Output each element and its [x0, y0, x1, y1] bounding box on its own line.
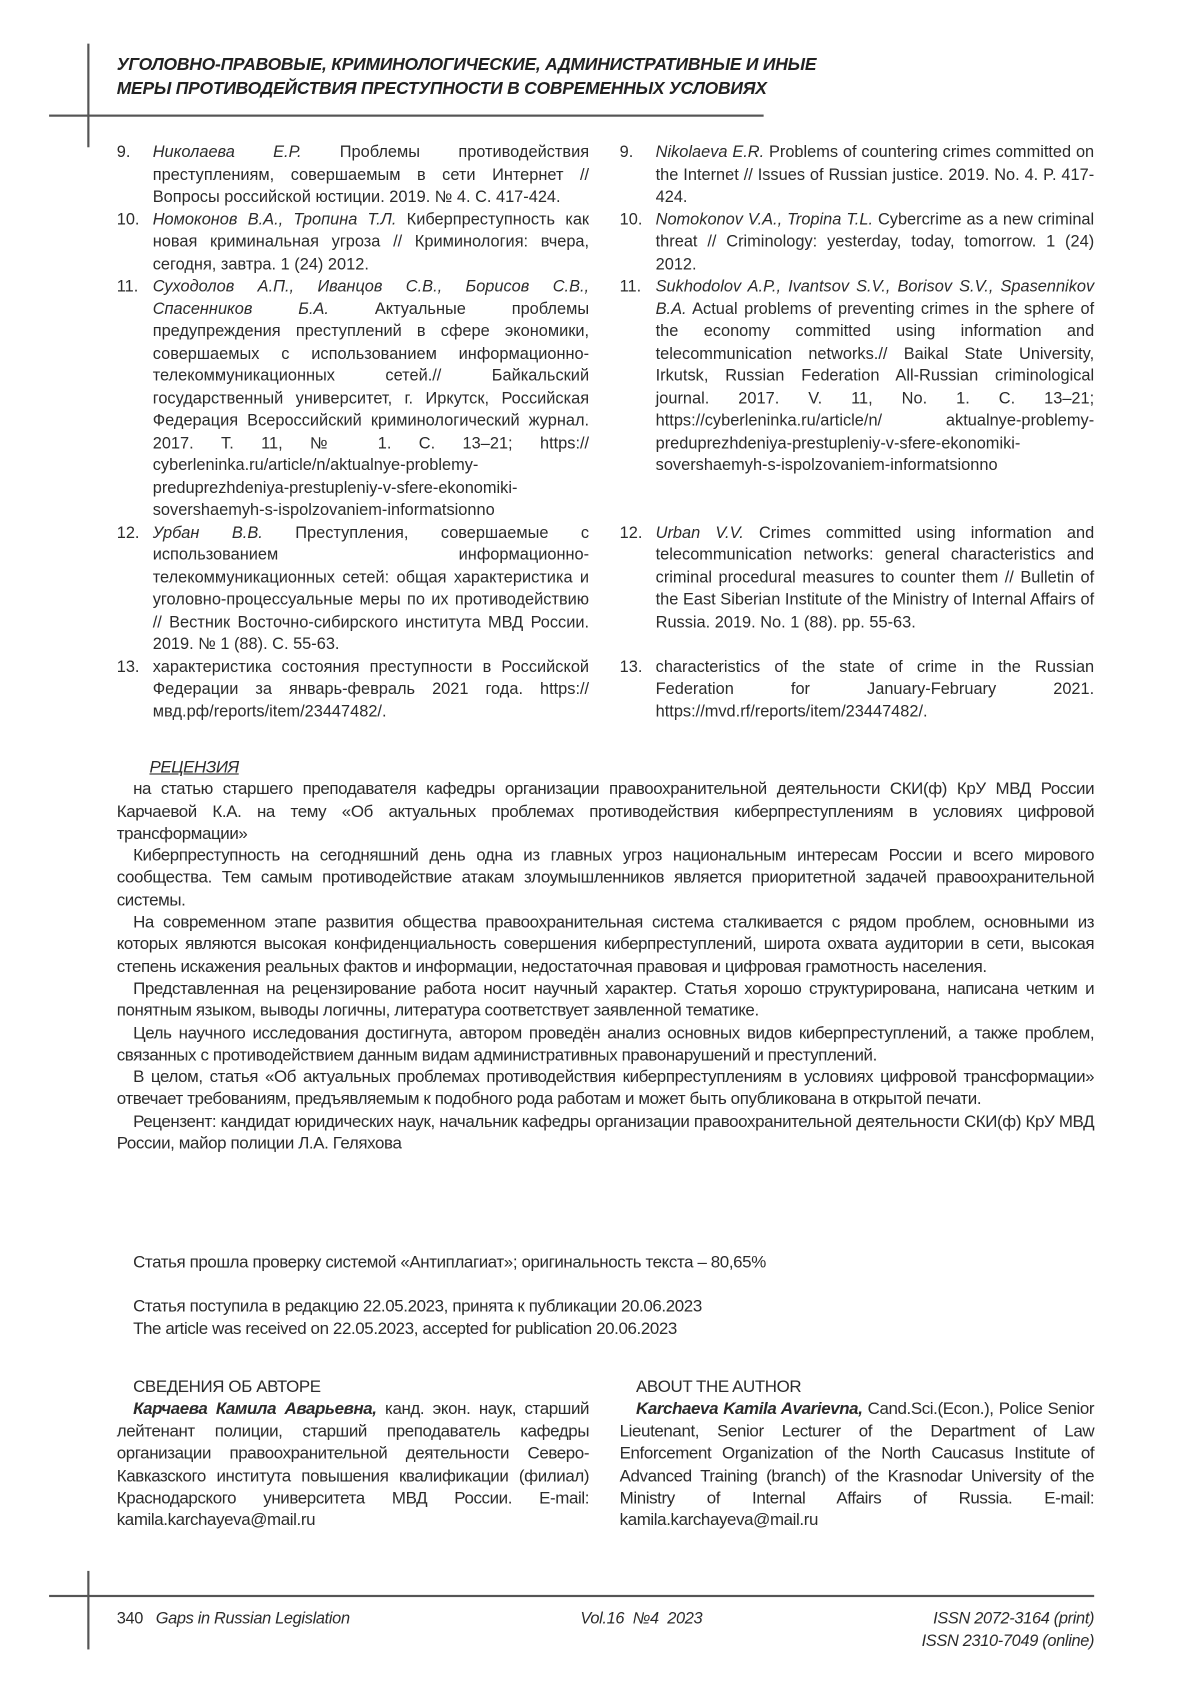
reference-number: 12.	[117, 522, 153, 656]
reference-author: Суходолов А.П., Иванцов С.В., Борисов С.В., Спасенников Б.А.	[153, 277, 589, 318]
reference-text	[153, 522, 589, 656]
reference-number: 9.	[620, 142, 656, 209]
reference-title: Crimes committed using information and telecommunication networks: general characteristics and criminal procedural measures to counter them // Bulletin of the East Siberian Institute of the Ministry of Internal Affairs of Russia. 2019. No. 1 (88). pp. 55-63.	[656, 523, 1095, 631]
issue-info: Vol.16 №4 2023	[580, 1607, 702, 1630]
reference-item-en	[620, 656, 1095, 723]
reference-title: Проблемы противодействия преступлениям, совершаемым в сети Интернет // Вопросы российской юстиции. 2019. № 4. С. 417-424.	[153, 143, 589, 206]
issn-block	[922, 1607, 1095, 1653]
reference-title: Актуальные проблемы предупреждения преступлений в сфере экономики, совершаемых с использованием информационно-телекоммуникационных сетей.// Байкальский государственный университет, г. Иркутск, Российская Федерация Всероссийский криминологический журнал. 2017. Т. 11, № 1. С. 13–21; https:// cyberleninka.ru/article/n/aktualnye-problemy-preduprezhdeniya-prestupleniy-v-sfere-ekonomiki-sovershaemyh-s-ispolzovaniem-informatsionno	[153, 299, 589, 519]
issn-print: ISSN 2072-3164 (print)	[922, 1607, 1095, 1630]
reference-text	[153, 209, 589, 276]
author-details-ru: канд. экон. наук, старший лейтенант полиции, старший преподаватель кафедры организации правоохранительной деятельности Северо-Кавказского института повышения квалификации (филиал) Краснодарского университета МВД России. E-mail: kamila.karchayeva@mail.ru	[117, 1400, 589, 1530]
dates-en: The article was received on 22.05.2023, accepted for publication 20.06.2023	[133, 1318, 677, 1341]
issn-online: ISSN 2310-7049 (online)	[922, 1630, 1095, 1653]
review-section	[117, 757, 1094, 1156]
references	[117, 142, 1094, 723]
reference-title: характеристика состояния преступности в Российской Федерации за январь-февраль 2021 года. https://мвд.рф/reports/item/23447482/.	[153, 657, 589, 720]
journal-name: Gaps in Russian Legislation	[156, 1609, 350, 1628]
review-paragraph: на статью старшего преподавателя кафедры организации правоохранительной деятельности СКИ(ф) КрУ МВД России Карчаевой К.А. на тему «Об актуальных проблемах противодействия киберпреступлениям в условиях цифровой трансформации»	[117, 779, 1094, 845]
reference-item-en	[620, 522, 1095, 656]
reference-text	[153, 142, 589, 209]
review-paragraph: Цель научного исследования достигнута, автором проведён анализ основных видов киберпреступлений, а также проблем, связанных с противодействием данным видам административных правонарушений и преступлений.	[117, 1023, 1094, 1067]
reference-item-en	[620, 276, 1095, 522]
review-title: РЕЦЕНЗИЯ	[149, 757, 1094, 779]
reference-item-ru	[117, 276, 589, 522]
reference-author: Sukhodolov A.P., Ivantsov S.V., Borisov S.V., Spasennikov B.A.	[656, 277, 1095, 318]
reference-author: Urban V.V.	[656, 523, 744, 542]
author-details-en: Cand.Sci.(Econ.), Police Senior Lieutenant, Senior Lecturer of the Department of Law Enforcement Organization of the North Caucasus Institute of Advanced Training (branch) of the Krasnodar University of the Ministry of Internal Affairs of Russia. E-mail: kamila.karchayeva@mail.ru	[620, 1400, 1095, 1530]
reference-text	[656, 522, 1095, 656]
reference-item-en	[620, 209, 1095, 276]
reference-text	[656, 142, 1095, 209]
reference-number: 10.	[620, 209, 656, 276]
reference-title: Cybercrime as a new criminal threat // Criminology: yesterday, today, tomorrow. 1 (24) 2012.	[656, 210, 1095, 273]
running-header	[117, 53, 817, 101]
review-paragraph: Представленная на рецензирование работа носит научный характер. Статья хорошо структурирована, написана четким и понятным языком, выводы логичны, литература соответствует заявленной тематике.	[117, 979, 1094, 1023]
reference-number: 10.	[117, 209, 153, 276]
reference-text	[656, 656, 1095, 723]
reference-author: Номоконов В.А., Тропина Т.Л.	[153, 210, 397, 229]
header-vertical-rule	[87, 44, 89, 148]
review-paragraph: В целом, статья «Об актуальных проблемах противодействия киберпреступлениям в условиях цифровой трансформации» отвечает требованиям, предъявляемым к подобного рода работам и может быть опубликована в открытой печати.	[117, 1067, 1094, 1111]
author-name-en: Karchaeva Kamila Avarievna,	[636, 1400, 863, 1419]
reference-item-en	[620, 142, 1095, 209]
reference-number: 11.	[620, 276, 656, 522]
reviewer-paragraph: Рецензент: кандидат юридических наук, начальник кафедры организации правоохранительной деятельности СКИ(ф) КрУ МВД России, майор полиции Л.А. Геляхова	[117, 1111, 1094, 1155]
reference-text	[656, 276, 1095, 522]
header-horizontal-rule	[49, 115, 764, 117]
reference-title: Actual problems of preventing crimes in the sphere of the economy committed using information and telecommunication networks.// Baikal State University, Irkutsk, Russian Federation All-Russian criminological journal. 2017. V. 11, No. 1. C. 13–21; https://cyberleninka.ru/article/n/ aktualnye-problemy-preduprezhdeniya-prestupleniy-v-sfere-ekonomiki-sovershaemyh-s-ispolzovaniem-informatsionno	[656, 299, 1095, 474]
reference-number: 9.	[117, 142, 153, 209]
reference-title: Киберпреступность как новая криминальная угроза // Криминология: вчера, сегодня, завтра. 1 (24) 2012.	[153, 210, 589, 273]
reference-title: Преступления, совершаемые с использованием информационно-телекоммуникационных сетей: общая характеристика и уголовно-процессуальные меры по их противодействию // Вестник Восточно-сибирского института МВД России. 2019. № 1 (88). С. 55-63.	[153, 523, 589, 653]
reference-author: Nikolaeva E.R.	[656, 143, 765, 162]
reference-author: Nomokonov V.A., Tropina T.L.	[656, 210, 873, 229]
review-paragraph: На современном этапе развития общества правоохранительная система сталкивается с рядом проблем, основными из которых являются высокая конфиденциальность совершения киберпреступлений, широта охвата аудитории в сети, высокая степень искажения реальных фактов и информации, недостаточная правовая и цифровая грамотность населения.	[117, 912, 1094, 978]
footer-left	[117, 1607, 350, 1630]
author-heading-en: ABOUT THE AUTHOR	[620, 1377, 1095, 1399]
header-line-2: МЕРЫ ПРОТИВОДЕЙСТВИЯ ПРЕСТУПНОСТИ В СОВРЕМЕННЫХ УСЛОВИЯХ	[117, 77, 817, 101]
author-name-ru: Карчаева Камила Аварьевна,	[133, 1400, 377, 1419]
reference-title: characteristics of the state of crime in the Russian Federation for January-February 2021. https://mvd.rf/reports/item/23447482/.	[656, 657, 1095, 720]
document-page	[0, 0, 1200, 1697]
reference-item-ru	[117, 209, 589, 276]
reference-item-ru	[117, 522, 589, 656]
reference-title: Problems of countering crimes committed on the Internet // Issues of Russian justice. 2019. No. 4. P. 417-424.	[656, 143, 1095, 206]
header-line-1: УГОЛОВНО-ПРАВОВЫЕ, КРИМИНОЛОГИЧЕСКИЕ, АДМИНИСТРАТИВНЫЕ И ИНЫЕ	[117, 53, 817, 77]
reference-author: Урбан В.В.	[153, 523, 263, 542]
reference-number: 13.	[620, 656, 656, 723]
dates-ru: Статья поступила в редакцию 22.05.2023, принята к публикации 20.06.2023	[133, 1295, 702, 1318]
author-info-ru	[117, 1377, 589, 1533]
reference-number: 11.	[117, 276, 153, 522]
reference-item-ru	[117, 142, 589, 209]
reference-author: Николаева Е.Р.	[153, 143, 302, 162]
reference-number: 13.	[117, 656, 153, 723]
reference-text	[153, 276, 589, 522]
page-number: 340	[117, 1609, 143, 1628]
review-paragraph: Киберпреступность на сегодняшний день одна из главных угроз национальным интересам России и всего мирового сообщества. Тем самым противодействие атакам злоумышленников является приоритетной задачей правоохранительной системы.	[117, 846, 1094, 912]
author-info-en	[620, 1377, 1095, 1533]
reference-text	[656, 209, 1095, 276]
reference-text	[153, 656, 589, 723]
reference-number: 12.	[620, 522, 656, 656]
footer-vertical-rule	[87, 1571, 89, 1650]
reference-item-ru	[117, 656, 589, 723]
footer-horizontal-rule	[49, 1595, 1094, 1597]
antiplagiat-note: Статья прошла проверку системой «Антиплагиат»; оригинальность текста – 80,65%	[133, 1251, 766, 1274]
author-heading-ru: СВЕДЕНИЯ ОБ АВТОРЕ	[117, 1377, 589, 1399]
